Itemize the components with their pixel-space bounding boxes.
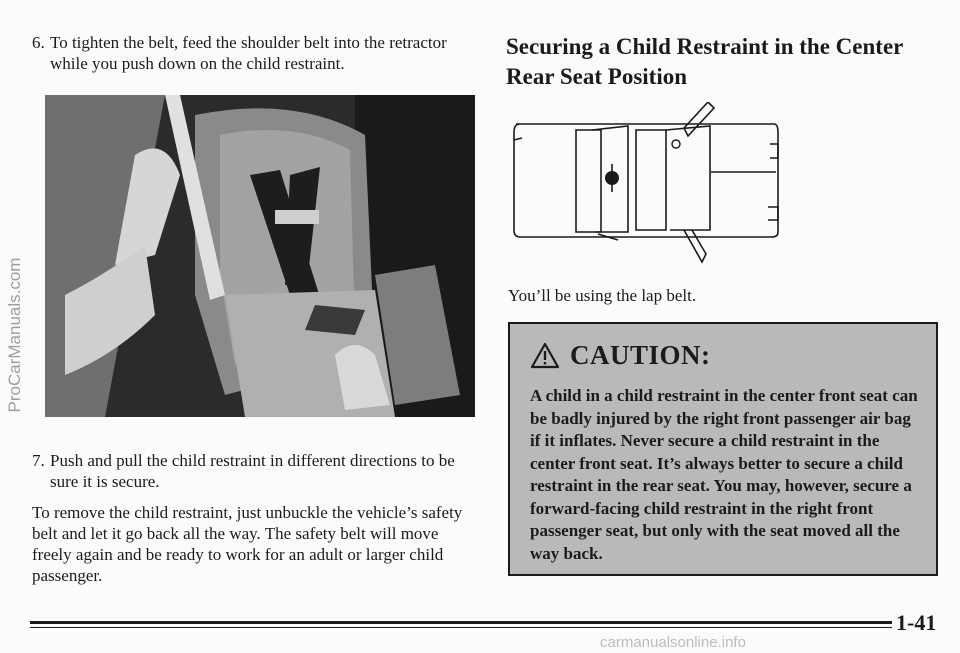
vehicle-seat-diagram-icon: [506, 102, 786, 282]
caution-text: A child in a child restraint in the center front seat can be badly injured by the right front passenger air bag if it inflates. Never secure a child restraint in the center front seat. It’s always better to secure a child restraint in the rear seat. You may, however, secure a forward-facing child restraint in the right front passenger seat, but only with the seat moved all the way back.: [530, 386, 918, 563]
seat-position-diagram: [506, 102, 786, 282]
right-column: [506, 32, 940, 92]
footer-rule-thin: [30, 627, 892, 628]
step-7-number: 7.: [32, 451, 45, 470]
left-column-lower: [32, 450, 482, 586]
step-7-text: Push and pull the child restraint in different directions to be sure it is secure.: [50, 451, 455, 491]
section-heading: Securing a Child Restraint in the Center Rear Seat Position: [506, 34, 903, 89]
page-number: 1-41: [896, 610, 937, 635]
step-6-text: To tighten the belt, feed the shoulder belt into the retractor while you push down on the child restraint.: [50, 33, 447, 73]
step-6-number: 6.: [32, 33, 45, 52]
left-column: [32, 32, 482, 74]
lap-belt-note: You’ll be using the lap belt.: [508, 286, 697, 305]
caution-title: CAUTION:: [570, 340, 711, 370]
child-seat-photo: [45, 95, 475, 417]
remove-restraint-paragraph: To remove the child restraint, just unbuckle the vehicle’s safety belt and let it go back all the way. The safety belt will move freely again and be ready to work for an adult or larger child passenger.: [32, 503, 463, 585]
warning-triangle-icon: [530, 342, 560, 369]
step-6: [32, 32, 482, 74]
footer-watermark: carmanualsonline.info: [600, 634, 746, 651]
caution-box: [508, 322, 938, 576]
footer-rule-thick: [30, 621, 892, 624]
child-seat-illustration: [45, 95, 475, 417]
side-watermark-text: ProCarManuals.com: [5, 257, 24, 413]
step-7: [32, 450, 482, 492]
side-watermark: [2, 230, 28, 440]
caution-header: [530, 340, 918, 371]
